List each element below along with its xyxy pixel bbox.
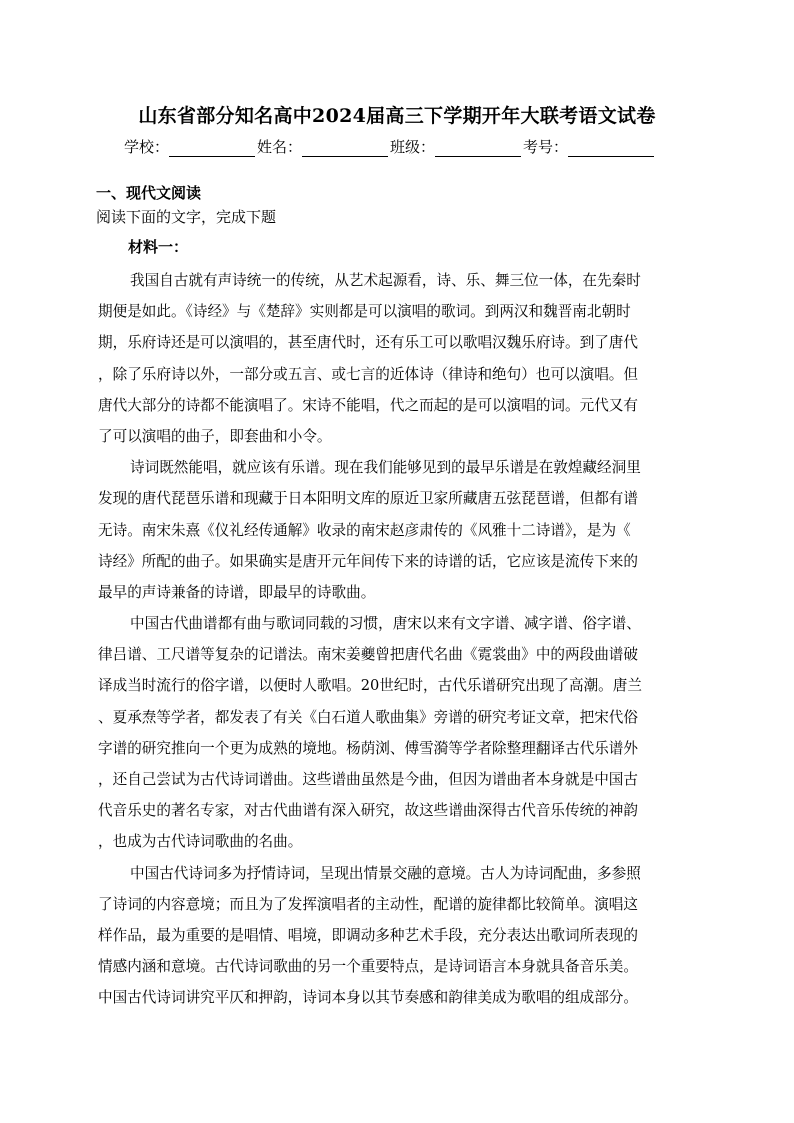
passage-line: 、夏承焘等学者，都发表了有关《白石道人歌曲集》旁谱的研究考证文章，把宋代俗 xyxy=(98,708,638,726)
passage-line: 中国古代诗词讲究平仄和押韵，诗词本身以其节奏感和韵律美成为歌唱的组成部分。 xyxy=(98,989,638,1007)
passage-line: 诗经》所配的曲子。如果确实是唐开元年间传下来的诗谱的话，它应该是流传下来的 xyxy=(98,552,638,570)
passage-line: 律吕谱、工尺谱等复杂的记谱法。南宋姜夔曾把唐代名曲《霓裳曲》中的两段曲谱破 xyxy=(98,646,638,664)
number-field xyxy=(523,136,656,157)
passage-line: 字谱的研究推向一个更为成熟的境地。杨荫浏、傅雪漪等学者除整理翻译古代乐谱外 xyxy=(98,739,638,757)
passage-line: 中国古代曲谱都有曲与歌词同载的习惯，唐宋以来有文字谱、减字谱、俗字谱、 xyxy=(130,615,641,633)
passage-line: 无诗。南宋朱熹《仪礼经传通解》收录的南宋赵彦肃传的《风雅十二诗谱》，是为《 xyxy=(98,521,631,539)
school-blank[interactable] xyxy=(169,142,255,157)
passage-line: 译成当时流行的俗字谱，以便时人歌唱。20世纪时，古代乐谱研究出现了高潮。唐兰 xyxy=(98,677,642,695)
passage-line: 样作品，最为重要的是唱情、唱境，即调动多种艺术手段，充分表达出歌词所表现的 xyxy=(98,926,638,944)
class-blank[interactable] xyxy=(435,142,521,157)
passage-line: 了诗词的内容意境；而且为了发挥演唱者的主动性，配谱的旋律都比较简单。演唱这 xyxy=(98,895,638,913)
passage-line: 期，乐府诗还是可以演唱的，甚至唐代时，还有乐工可以歌唱汉魏乐府诗。到了唐代 xyxy=(98,334,638,352)
passage-line: 了可以演唱的曲子，即套曲和小令。 xyxy=(98,427,332,445)
reading-instruction: 阅读下面的文字，完成下题 xyxy=(96,208,277,226)
material-label: 材料一： xyxy=(128,238,189,256)
school-label: 学校： xyxy=(124,138,170,156)
passage-line: ，也成为古代诗词歌曲的名曲。 xyxy=(98,833,303,851)
school-field xyxy=(124,136,257,157)
passage-line: 唐代大部分的诗都不能演唱了。宋诗不能唱，代之而起的是可以演唱的词。元代又有 xyxy=(98,396,638,414)
class-label: 班级： xyxy=(390,138,436,156)
passage-line: 中国古代诗词多为抒情诗词，呈现出情景交融的意境。古人为诗词配曲，多参照 xyxy=(130,864,641,882)
passage-line: 期便是如此。《诗经》与《楚辞》实则都是可以演唱的歌词。到两汉和魏晋南北朝时 xyxy=(98,303,631,321)
name-label: 姓名： xyxy=(257,138,303,156)
passage-line: 诗词既然能唱，就应该有乐谱。现在我们能够见到的最早乐谱是在敦煌藏经洞里 xyxy=(130,459,641,477)
passage-line: 我国自古就有声诗统一的传统，从艺术起源看，诗、乐、舞三位一体，在先秦时 xyxy=(130,272,641,289)
exam-title: 山东省部分知名高中2024届高三下学期开年大联考语文试卷 xyxy=(138,105,656,127)
passage-line: 发现的唐代琵琶乐谱和现藏于日本阳明文库的原近卫家所藏唐五弦琵琶谱，但都有谱 xyxy=(98,490,638,508)
passage-body xyxy=(98,265,698,1014)
class-field xyxy=(390,136,523,157)
name-field xyxy=(257,136,390,157)
passage-line: 代音乐史的著名专家，对古代曲谱有深入研究，故这些谱曲深得古代音乐传统的神韵 xyxy=(98,802,638,820)
passage-line: ，还自己尝试为古代诗词谱曲。这些谱曲虽然是今曲，但因为谱曲者本身就是中国古 xyxy=(98,771,638,788)
section-title: 一、现代文阅读 xyxy=(96,184,202,202)
number-label: 考号： xyxy=(523,138,569,156)
name-blank[interactable] xyxy=(302,142,388,157)
passage-line: 情感内涵和意境。古代诗词歌曲的另一个重要特点，是诗词语言本身就具备音乐美。 xyxy=(98,958,638,976)
student-info-line xyxy=(124,136,656,157)
passage-line: ，除了乐府诗以外，一部分或五言、或七言的近体诗（律诗和绝句）也可以演唱。但 xyxy=(98,365,638,383)
passage-line: 最早的声诗兼备的诗谱，即最早的诗歌曲。 xyxy=(98,583,376,601)
number-blank[interactable] xyxy=(568,142,654,157)
